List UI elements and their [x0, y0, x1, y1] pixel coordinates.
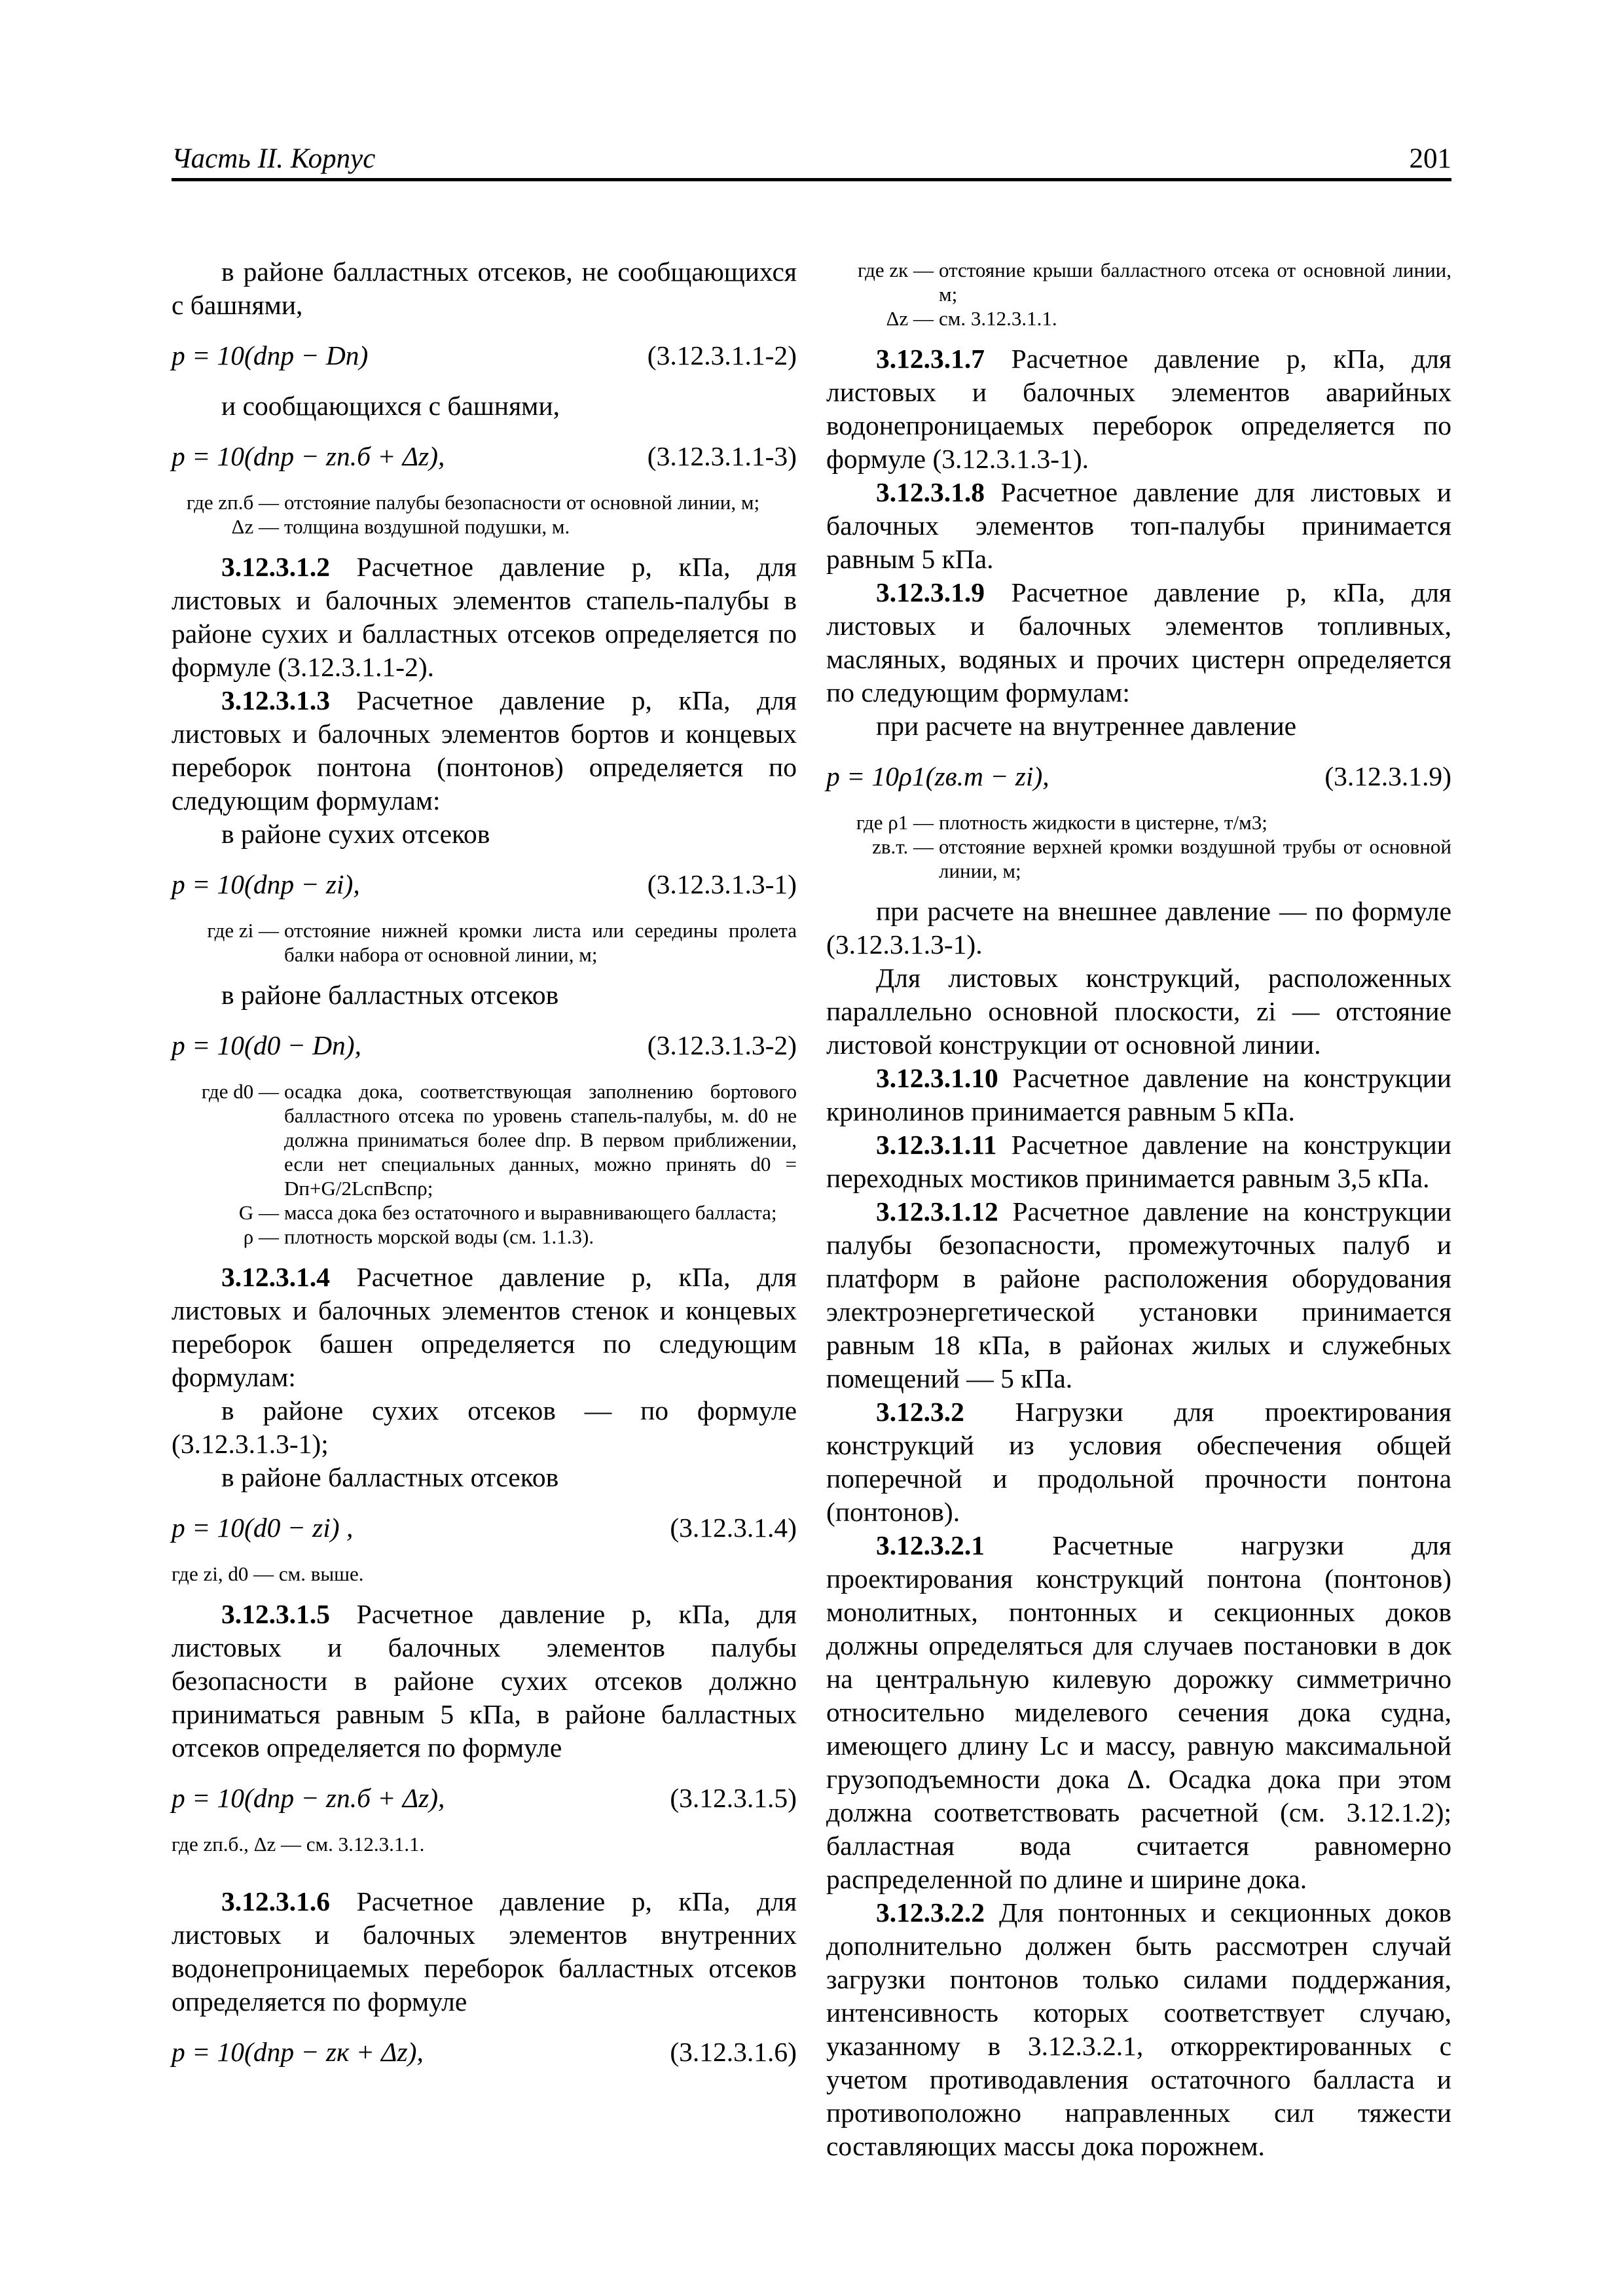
paragraph: при расчете на внутреннее давление — [876, 711, 1297, 741]
legend-symbol: где zi — — [207, 919, 279, 942]
header-rule — [172, 178, 1451, 181]
section-3-12-3-2 — [826, 1395, 1451, 1529]
legend-row — [172, 490, 797, 514]
section-3-12-3-1-8 — [826, 476, 1451, 576]
legend-symbol: где d0 — — [201, 1080, 279, 1103]
section-3-12-3-1-2 — [172, 550, 797, 684]
formula-number: (3.12.3.1.4) — [670, 1513, 797, 1543]
paragraph: при расчете на внешнее давление — по формуле (3.12.3.1.3-1). — [826, 896, 1451, 960]
section-text: Расчетное давление p, кПа, для листовых и балочных элементов топливных, масляных, водяных и прочих цистерн определяется по следующим формулам: — [826, 577, 1452, 708]
section-number: 3.12.3.2 — [876, 1397, 964, 1427]
formula-legend — [172, 1079, 797, 1249]
legend-symbol: где zк — — [857, 259, 934, 281]
section-text: Расчетное давление на конструкции кринолинов принимается равным 5 кПа. — [826, 1063, 1451, 1126]
legend-row — [172, 1200, 797, 1225]
legend-symbol: Δz — — [886, 307, 934, 330]
formula — [172, 868, 797, 901]
section-number: 3.12.3.2.2 — [876, 1897, 985, 1928]
formula — [172, 2036, 797, 2069]
formula-expression: p = 10(d0 − Dп), — [172, 1030, 361, 1060]
section-text: Расчетное давление p, кПа, для листовых и балочных элементов аварийных водонепроницаемых переборок определяется по формуле (3.12.3.1.3-1). — [826, 344, 1452, 474]
legend-symbol: ρ — — [243, 1225, 279, 1248]
section-3-12-3-1-7 — [826, 342, 1451, 476]
right-column — [826, 255, 1451, 2163]
formula-number: (3.12.3.1.6) — [670, 2037, 797, 2067]
section-3-12-3-2-2 — [826, 1896, 1451, 2163]
formula — [172, 339, 797, 372]
legend-text: отстояние нижней кромки листа или середины пролета балки набора от основной линии, м; — [284, 919, 797, 966]
legend-symbol: zв.т. — — [872, 835, 934, 858]
legend-row — [172, 1079, 797, 1200]
formula-expression: p = 10(dпр − Dп) — [172, 340, 369, 370]
formula-number: (3.12.3.1.3-1) — [647, 869, 797, 899]
formula-number: (3.12.3.1.3-2) — [647, 1030, 797, 1060]
section-3-12-3-1-9 — [826, 576, 1451, 709]
section-number: 3.12.3.1.8 — [876, 477, 985, 507]
legend-row — [826, 306, 1451, 331]
section-3-12-3-1-5 — [172, 1598, 797, 1765]
section-text: Расчетное давление p, кПа, для листовых и балочных элементов внутренних водонепроницаемых переборок балластных отсеков определяется по формуле — [172, 1886, 797, 2017]
legend-text: масса дока без остаточного и выравнивающего балласта; — [284, 1201, 777, 1224]
legend-row — [172, 1225, 797, 1249]
section-number: 3.12.3.2.1 — [876, 1530, 985, 1560]
paragraph: в районе балластных отсеков — [221, 980, 559, 1010]
section-text: Для понтонных и секционных доков дополнительно должен быть рассмотрен случай загрузки понтонов только силами поддержания, интенсивность которых соответствует случаю, указанному в 3.12.3.2.1, откорректированных с учетом противодавления остаточного балласта и противоположно направленных сил тяжести составляющих массы дока порожнем. — [826, 1897, 1451, 2161]
legend-row — [172, 514, 797, 539]
section-3-12-3-1-10 — [826, 1062, 1451, 1128]
paragraph: в районе сухих отсеков — [221, 819, 490, 849]
section-3-12-3-1-4 — [172, 1261, 797, 1394]
legend-text: плотность морской воды (см. 1.1.3). — [284, 1225, 594, 1248]
formula-legend — [172, 918, 797, 967]
formula-legend — [826, 810, 1451, 883]
section-number: 3.12.3.1.10 — [876, 1063, 998, 1093]
section-3-12-3-2-1 — [826, 1529, 1451, 1896]
section-number: 3.12.3.1.3 — [221, 685, 330, 715]
section-text: Расчетное давление на конструкции палубы безопасности, промежуточных палуб и платформ в районе расположения оборудования электроэнергетической установки принимается равным 18 кПа, в районах жилых и служебных помещений — 5 кПа. — [826, 1196, 1451, 1393]
running-header-title: Часть II. Корпус — [172, 143, 376, 174]
formula-expression: p = 10(d0 − zi) , — [172, 1513, 354, 1543]
legend-row — [826, 834, 1451, 883]
formula-expression: p = 10(dпр − zк + Δz), — [172, 2037, 424, 2067]
formula-legend: где zi, d0 — см. выше. — [172, 1562, 364, 1585]
legend-symbol: G — — [238, 1201, 279, 1224]
legend-text: см. 3.12.3.1.1. — [939, 307, 1057, 330]
formula — [172, 1782, 797, 1815]
legend-text: осадка дока, соответствующая заполнению бортового балластного отсека по уровень стапель-палубы, м. d0 не должна приниматься более dпр. В первом приближении, если нет специальных данных, можно принять d0 = Dп+G/2LспBспρ; — [284, 1080, 797, 1200]
paragraph: в районе балластных отсеков, не сообщающихся с башнями, — [172, 257, 797, 320]
formula — [826, 760, 1451, 793]
section-number: 3.12.3.1.7 — [876, 344, 985, 374]
section-text: Расчетное давление для листовых и балочных элементов топ-палубы принимается равным 5 кПа. — [826, 477, 1451, 574]
left-column — [172, 255, 797, 2086]
formula-expression: p = 10(dпр − zп.б + Δz), — [172, 441, 445, 471]
legend-row — [172, 918, 797, 967]
formula — [172, 1029, 797, 1062]
formula — [172, 1511, 797, 1545]
section-3-12-3-1-3 — [172, 684, 797, 817]
legend-text: отстояние верхней кромки воздушной трубы от основной линии, м; — [939, 835, 1451, 882]
section-text: Расчетное давление p, кПа, для листовых и балочных элементов стапель-палубы в районе сухих и балластных отсеков определяется по формуле (3.12.3.1.1-2). — [172, 552, 797, 682]
legend-row — [826, 258, 1451, 306]
formula-legend — [172, 490, 797, 539]
formula-number: (3.12.3.1.1-2) — [647, 340, 797, 370]
section-number: 3.12.3.1.5 — [221, 1599, 330, 1629]
formula-number: (3.12.3.1.9) — [1324, 761, 1451, 791]
section-3-12-3-1-6 — [172, 1885, 797, 2018]
formula-number: (3.12.3.1.1-3) — [647, 441, 797, 471]
section-text: Расчетное давление p, кПа, для листовых и балочных элементов бортов и концевых переборок понтона (понтонов) определяется по следующим формулам: — [172, 685, 797, 816]
formula-expression: p = 10(dпр − zi), — [172, 869, 360, 899]
paragraph: и сообщающихся с башнями, — [221, 391, 560, 421]
section-number: 3.12.3.1.6 — [221, 1886, 330, 1916]
section-number: 3.12.3.1.11 — [876, 1130, 997, 1160]
formula-legend: где zп.б., Δz — см. 3.12.3.1.1. — [172, 1833, 425, 1856]
section-text: Расчетное давление на конструкции переходных мостиков принимается равным 3,5 кПа. — [826, 1130, 1451, 1193]
section-text: Расчетные нагрузки для проектирования конструкций понтона (понтонов) монолитных, понтонных и секционных доков должны определяться для случаев постановки в док на центральную килевую дорожку симметрично относительно миделевого сечения дока судна, имеющего длину Lс и массу, равную максимальной грузоподъемности дока Δ. Осадка дока при этом должна соответствовать расчетной (см. 3.12.1.2); балластная вода считается равномерно распределенной по длине и ширине дока. — [826, 1530, 1452, 1894]
legend-row — [826, 810, 1451, 834]
section-text: Расчетное давление p, кПа, для листовых и балочных элементов стенок и концевых переборок башен определяется по следующим формулам: — [172, 1262, 797, 1392]
section-number: 3.12.3.1.4 — [221, 1262, 330, 1292]
legend-text: отстояние палубы безопасности от основной линии, м; — [284, 491, 760, 514]
section-number: 3.12.3.1.9 — [876, 577, 985, 607]
legend-symbol: где zп.б — — [186, 491, 279, 514]
paragraph: в районе сухих отсеков — по формуле (3.12.3.1.3-1); — [172, 1395, 797, 1459]
formula-expression: p = 10ρ1(zв.т − zi), — [826, 761, 1049, 791]
page-number: 201 — [1409, 143, 1451, 174]
legend-text: плотность жидкости в цистерне, т/м3; — [939, 811, 1267, 834]
section-number: 3.12.3.1.2 — [221, 552, 330, 582]
section-number: 3.12.3.1.12 — [876, 1196, 998, 1227]
formula-number: (3.12.3.1.5) — [670, 1783, 797, 1813]
paragraph: в районе балластных отсеков — [221, 1462, 559, 1492]
legend-symbol: Δz — — [231, 515, 279, 538]
formula — [172, 440, 797, 473]
legend-text: отстояние крыши балластного отсека от основной линии, м; — [939, 259, 1451, 306]
section-3-12-3-1-11 — [826, 1128, 1451, 1195]
section-text: Расчетное давление p, кПа, для листовых и балочных элементов палубы безопасности в районе сухих отсеков должно приниматься равным 5 кПа, в районе балластных отсеков определяется по формуле — [172, 1599, 797, 1763]
paragraph: Для листовых конструкций, расположенных параллельно основной плоскости, zi — отстояние листовой конструкции от основной линии. — [826, 963, 1451, 1060]
legend-text: толщина воздушной подушки, м. — [284, 515, 570, 538]
formula-legend — [826, 258, 1451, 331]
formula-expression: p = 10(dпр − zп.б + Δz), — [172, 1783, 445, 1813]
legend-symbol: где ρ1 — — [856, 811, 934, 834]
section-text: Нагрузки для проектирования конструкций из условия обеспечения общей поперечной и продольной прочности понтона (понтонов). — [826, 1397, 1451, 1527]
section-3-12-3-1-12 — [826, 1195, 1451, 1395]
